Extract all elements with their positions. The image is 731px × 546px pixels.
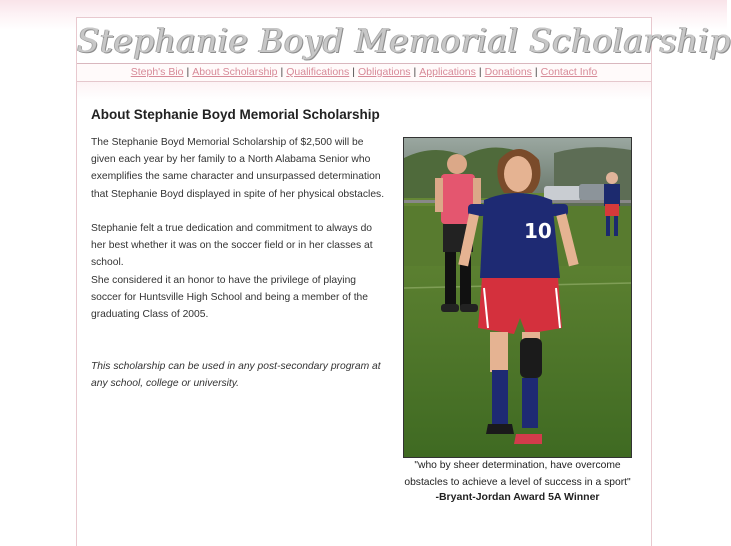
jersey-number: 10 <box>524 219 552 243</box>
nav-link-obligations[interactable]: Obligations <box>358 66 411 78</box>
nav-separator: | <box>352 66 355 78</box>
page-container <box>76 17 731 546</box>
nav-link-qualifications[interactable]: Qualifications <box>286 66 350 78</box>
site-banner <box>77 18 731 64</box>
site-title: Stephanie Boyd Memorial Scholarship <box>77 21 731 60</box>
paragraph-intro: The Stephanie Boyd Memorial Scholarship of $2,500 will be given each year by her family to a North Alabama Senior who exemplifies the same character and unsurpassed determination that Stephanie Boyd displayed in spite of her physical obstacles. <box>91 137 385 200</box>
nav-separator: | <box>478 66 482 78</box>
paragraph-usage: This scholarship can be used in any post-secondary program at any school, college or university. <box>91 361 381 390</box>
soccer-player-photo <box>403 137 632 458</box>
nav-link-contact-info[interactable]: Contact Info <box>540 66 598 78</box>
nav-separator: | <box>413 66 417 78</box>
page-heading: About Stephanie Boyd Memorial Scholarship <box>91 107 380 122</box>
photo-illustration <box>404 138 631 457</box>
nav-link-about-scholarship[interactable]: About Scholarship <box>192 66 278 78</box>
nav-separator: | <box>186 66 190 78</box>
nav-separator: | <box>280 66 284 78</box>
nav-separator: | <box>534 66 538 78</box>
paragraph-honor: She considered it an honor to have the privilege of playing soccer for Huntsville High School and being a member of the graduating Class of 2005. <box>91 275 369 321</box>
nav-link-applications[interactable]: Applications <box>419 66 476 78</box>
nav-link-stephs-bio[interactable]: Steph's Bio <box>130 66 184 78</box>
top-nav <box>77 64 651 82</box>
paragraph-dedication: Stephanie felt a true dedication and commitment to always do her best whether it was on the soccer field or in her classes at school. <box>91 223 373 269</box>
photo-caption-quote: "who by sheer determination, have overcome obstacles to achieve a level of success in a sport" <box>404 460 631 489</box>
content-top-strip <box>77 82 651 100</box>
nav-link-donations[interactable]: Donations <box>484 66 532 78</box>
photo-caption-credit: -Bryant-Jordan Award 5A Winner <box>435 491 600 503</box>
